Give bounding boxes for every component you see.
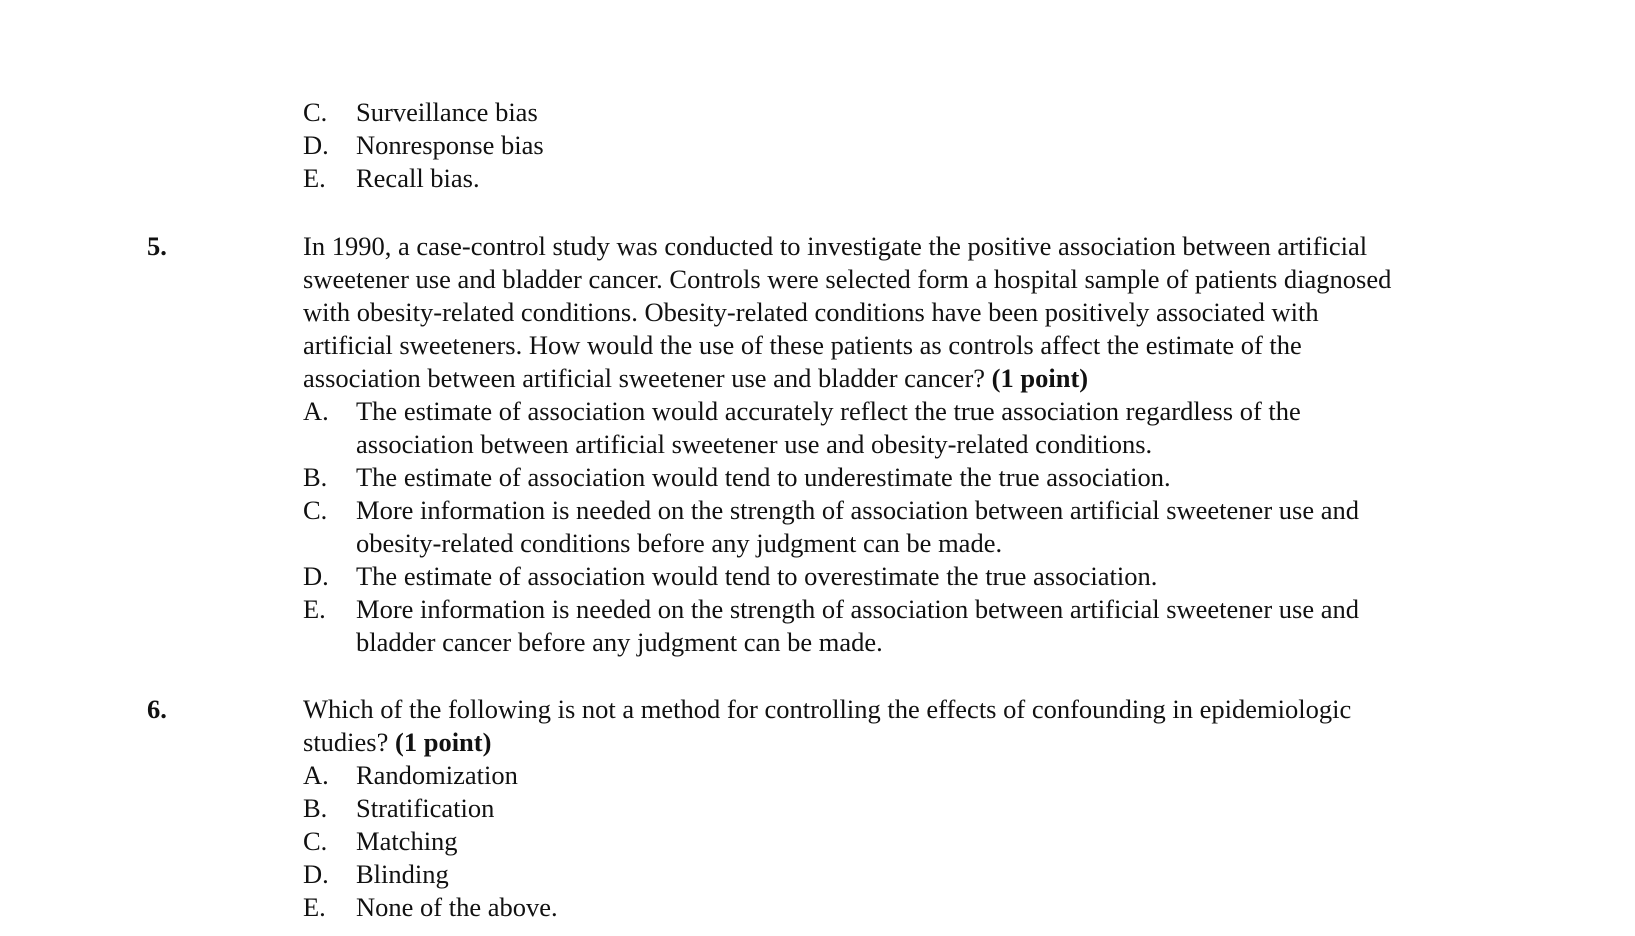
question-5-option-a-letter: A. bbox=[303, 396, 329, 426]
question-5-number: 5. bbox=[147, 231, 167, 261]
question-5-option-c-line-2: obesity-related conditions before any judgment can be made. bbox=[356, 528, 1003, 558]
question-5-stem-line-5 bbox=[303, 362, 1088, 395]
question-5-stem-line-4: artificial sweeteners. How would the use of these patients as controls affect the estimate of the bbox=[303, 330, 1302, 360]
question-6-option-b-letter: B. bbox=[303, 793, 328, 823]
question-6-option-a-text: Randomization bbox=[356, 760, 518, 790]
question-5-option-e-letter: E. bbox=[303, 594, 326, 624]
question-5-option-a-line-2: association between artificial sweetener use and obesity-related conditions. bbox=[356, 429, 1153, 459]
question-5-option-d-letter: D. bbox=[303, 561, 329, 591]
question-5-option-b-letter: B. bbox=[303, 462, 328, 492]
question-5-option-e-line-2: bladder cancer before any judgment can be made. bbox=[356, 627, 883, 657]
question-5-option-b-line-1: The estimate of association would tend to underestimate the true association. bbox=[356, 462, 1171, 492]
question-6-option-e-text: None of the above. bbox=[356, 892, 558, 922]
question-6-option-d-letter: D. bbox=[303, 859, 329, 889]
prev-option-e-text: Recall bias. bbox=[356, 163, 480, 193]
question-5-option-c-line-1: More information is needed on the strength of association between artificial sweetener use and bbox=[356, 495, 1359, 525]
prev-option-d-letter: D. bbox=[303, 130, 329, 160]
prev-option-e-letter: E. bbox=[303, 163, 326, 193]
question-5-option-c-letter: C. bbox=[303, 495, 328, 525]
question-6-number: 6. bbox=[147, 694, 167, 724]
question-5-stem-line-5-text: association between artificial sweetener use and bladder cancer? bbox=[303, 363, 986, 393]
question-5-stem-line-1: In 1990, a case-control study was conducted to investigate the positive association between artificial bbox=[303, 231, 1368, 261]
question-6-points: (1 point) bbox=[395, 727, 492, 757]
question-6-stem-line-1: Which of the following is not a method for controlling the effects of confounding in epidemiologic bbox=[303, 694, 1352, 724]
question-6-option-e-letter: E. bbox=[303, 892, 326, 922]
question-5-stem-line-2: sweetener use and bladder cancer. Controls were selected form a hospital sample of patients diagnosed bbox=[303, 264, 1392, 294]
question-6-option-d-text: Blinding bbox=[356, 859, 449, 889]
question-6-stem-line-2 bbox=[303, 726, 491, 759]
prev-option-d-text: Nonresponse bias bbox=[356, 130, 544, 160]
question-5-option-d-line-1: The estimate of association would tend to overestimate the true association. bbox=[356, 561, 1158, 591]
prev-option-c-letter: C. bbox=[303, 97, 328, 127]
question-6-option-b-text: Stratification bbox=[356, 793, 495, 823]
question-6-option-a-letter: A. bbox=[303, 760, 329, 790]
question-5-option-a-line-1: The estimate of association would accurately reflect the true association regardless of the bbox=[356, 396, 1301, 426]
question-5-points: (1 point) bbox=[991, 363, 1089, 393]
prev-option-c-text: Surveillance bias bbox=[356, 97, 538, 127]
question-6-option-c-text: Matching bbox=[356, 826, 458, 856]
question-5-stem-line-3: with obesity-related conditions. Obesity-related conditions have been positively associated with bbox=[303, 297, 1319, 327]
question-5-option-e-line-1: More information is needed on the strength of association between artificial sweetener use and bbox=[356, 594, 1359, 624]
question-6-stem-line-2-text: studies? bbox=[303, 727, 389, 757]
question-6-option-c-letter: C. bbox=[303, 826, 328, 856]
